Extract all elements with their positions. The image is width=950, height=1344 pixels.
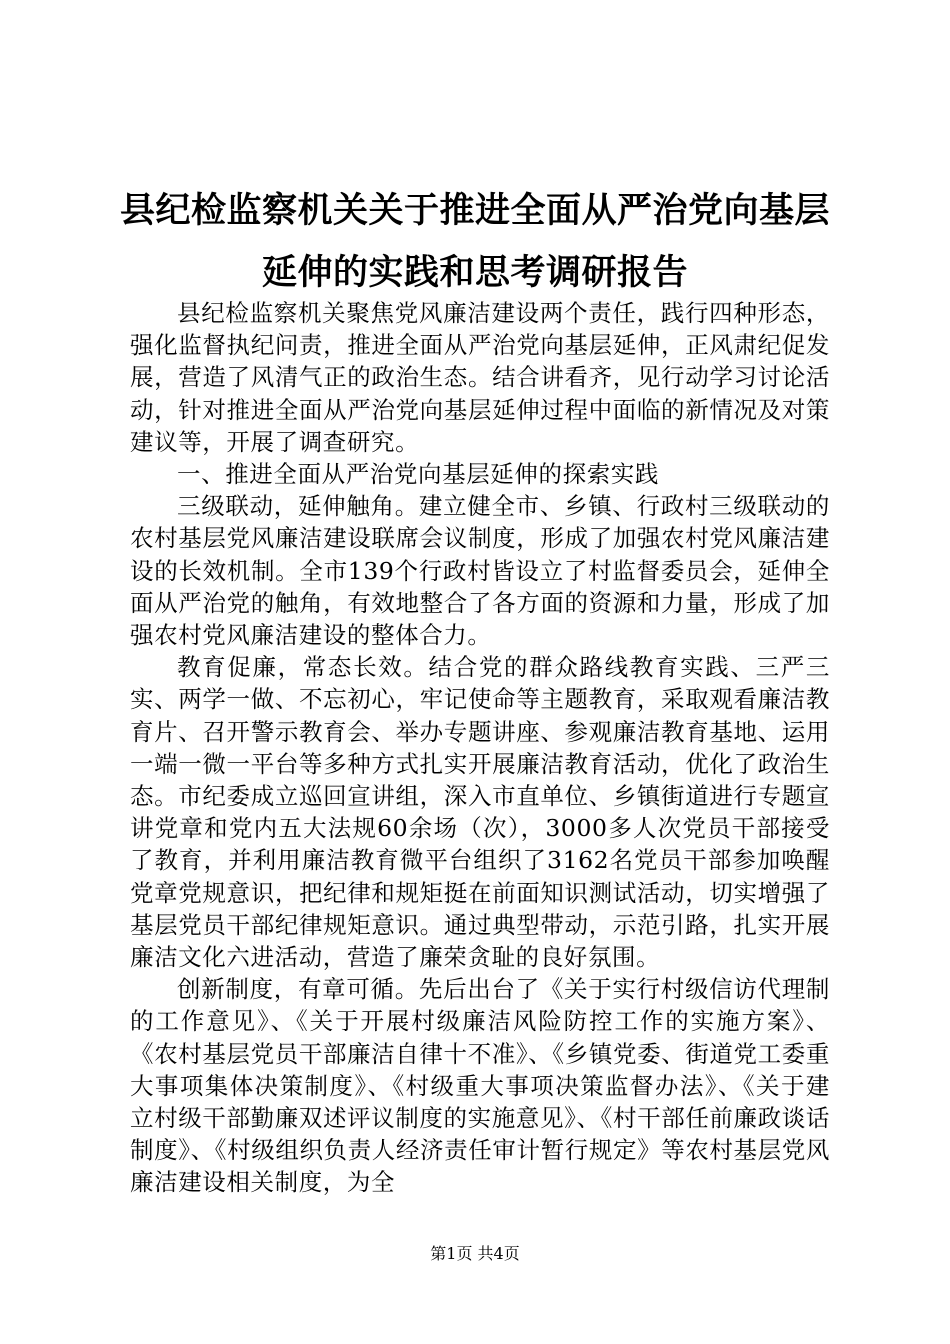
document-body bbox=[130, 297, 830, 1199]
paragraph-innovation: 创新制度，有章可循。先后出台了《关于实行村级信访代理制的工作意见》、《关于开展村级廉洁风险防控工作的实施方案》、《农村基层党员干部廉洁自律十不准》、《乡镇党委、街道党工委重大事项集体决策制度》、《村级重大事项决策监督办法》、《关于建立村级干部勤廉双述评议制度的实施意见》、《村干部任前廉政谈话制度》、《村级组织负责人经济责任审计暂行规定》等农村基层党风廉洁建设相关制度，为全 bbox=[130, 975, 830, 1197]
page-footer: 第1页 共4页 bbox=[430, 1244, 520, 1263]
paragraph-intro: 县纪检监察机关聚焦党风廉洁建设两个责任，践行四种形态，强化监督执纪问责，推进全面从严治党向基层延伸，正风肃纪促发展，营造了风清气正的政治生态。结合讲看齐，见行动学习讨论活动，针对推进全面从严治党向基层延伸过程中面临的新情况及对策建议等，开展了调查研究。 bbox=[130, 299, 830, 456]
paragraph-three-level: 三级联动，延伸触角。建立健全市、乡镇、行政村三级联动的农村基层党风廉洁建设联席会议制度，形成了加强农村党风廉洁建设的长效机制。全市139个行政村皆设立了村监督委员会，延伸全面从严治党的触角，有效地整合了各方面的资源和力量，形成了加强农村党风廉洁建设的整体合力。 bbox=[130, 492, 830, 650]
section-heading-1: 一、推进全面从严治党向基层延伸的探索实践 bbox=[177, 460, 659, 489]
document-title-line-1: 县纪检监察机关关于推进全面从严治党向基层 bbox=[119, 190, 830, 231]
document-title-line-2: 延伸的实践和思考调研报告 bbox=[261, 252, 688, 293]
paragraph-education: 教育促廉，常态长效。结合党的群众路线教育实践、三严三实、两学一做、不忘初心，牢记使命等主题教育，采取观看廉洁教育片、召开警示教育会、举办专题讲座、参观廉洁教育基地、运用一端一微一平台等多种方式扎实开展廉洁教育活动，优化了政治生态。市纪委成立巡回宣讲组，深入市直单位、乡镇街道进行专题宣讲党章和党内五大法规60余场（次），3000多人次党员干部接受了教育，并利用廉洁教育微平台组织了3162名党员干部参加唤醒党章党规意识，把纪律和规矩挺在前面知识测试活动，切实增强了基层党员干部纪律规矩意识。通过典型带动，示范引路，扎实开展廉洁文化六进活动，营造了廉荣贪耻的良好氛围。 bbox=[130, 653, 830, 972]
